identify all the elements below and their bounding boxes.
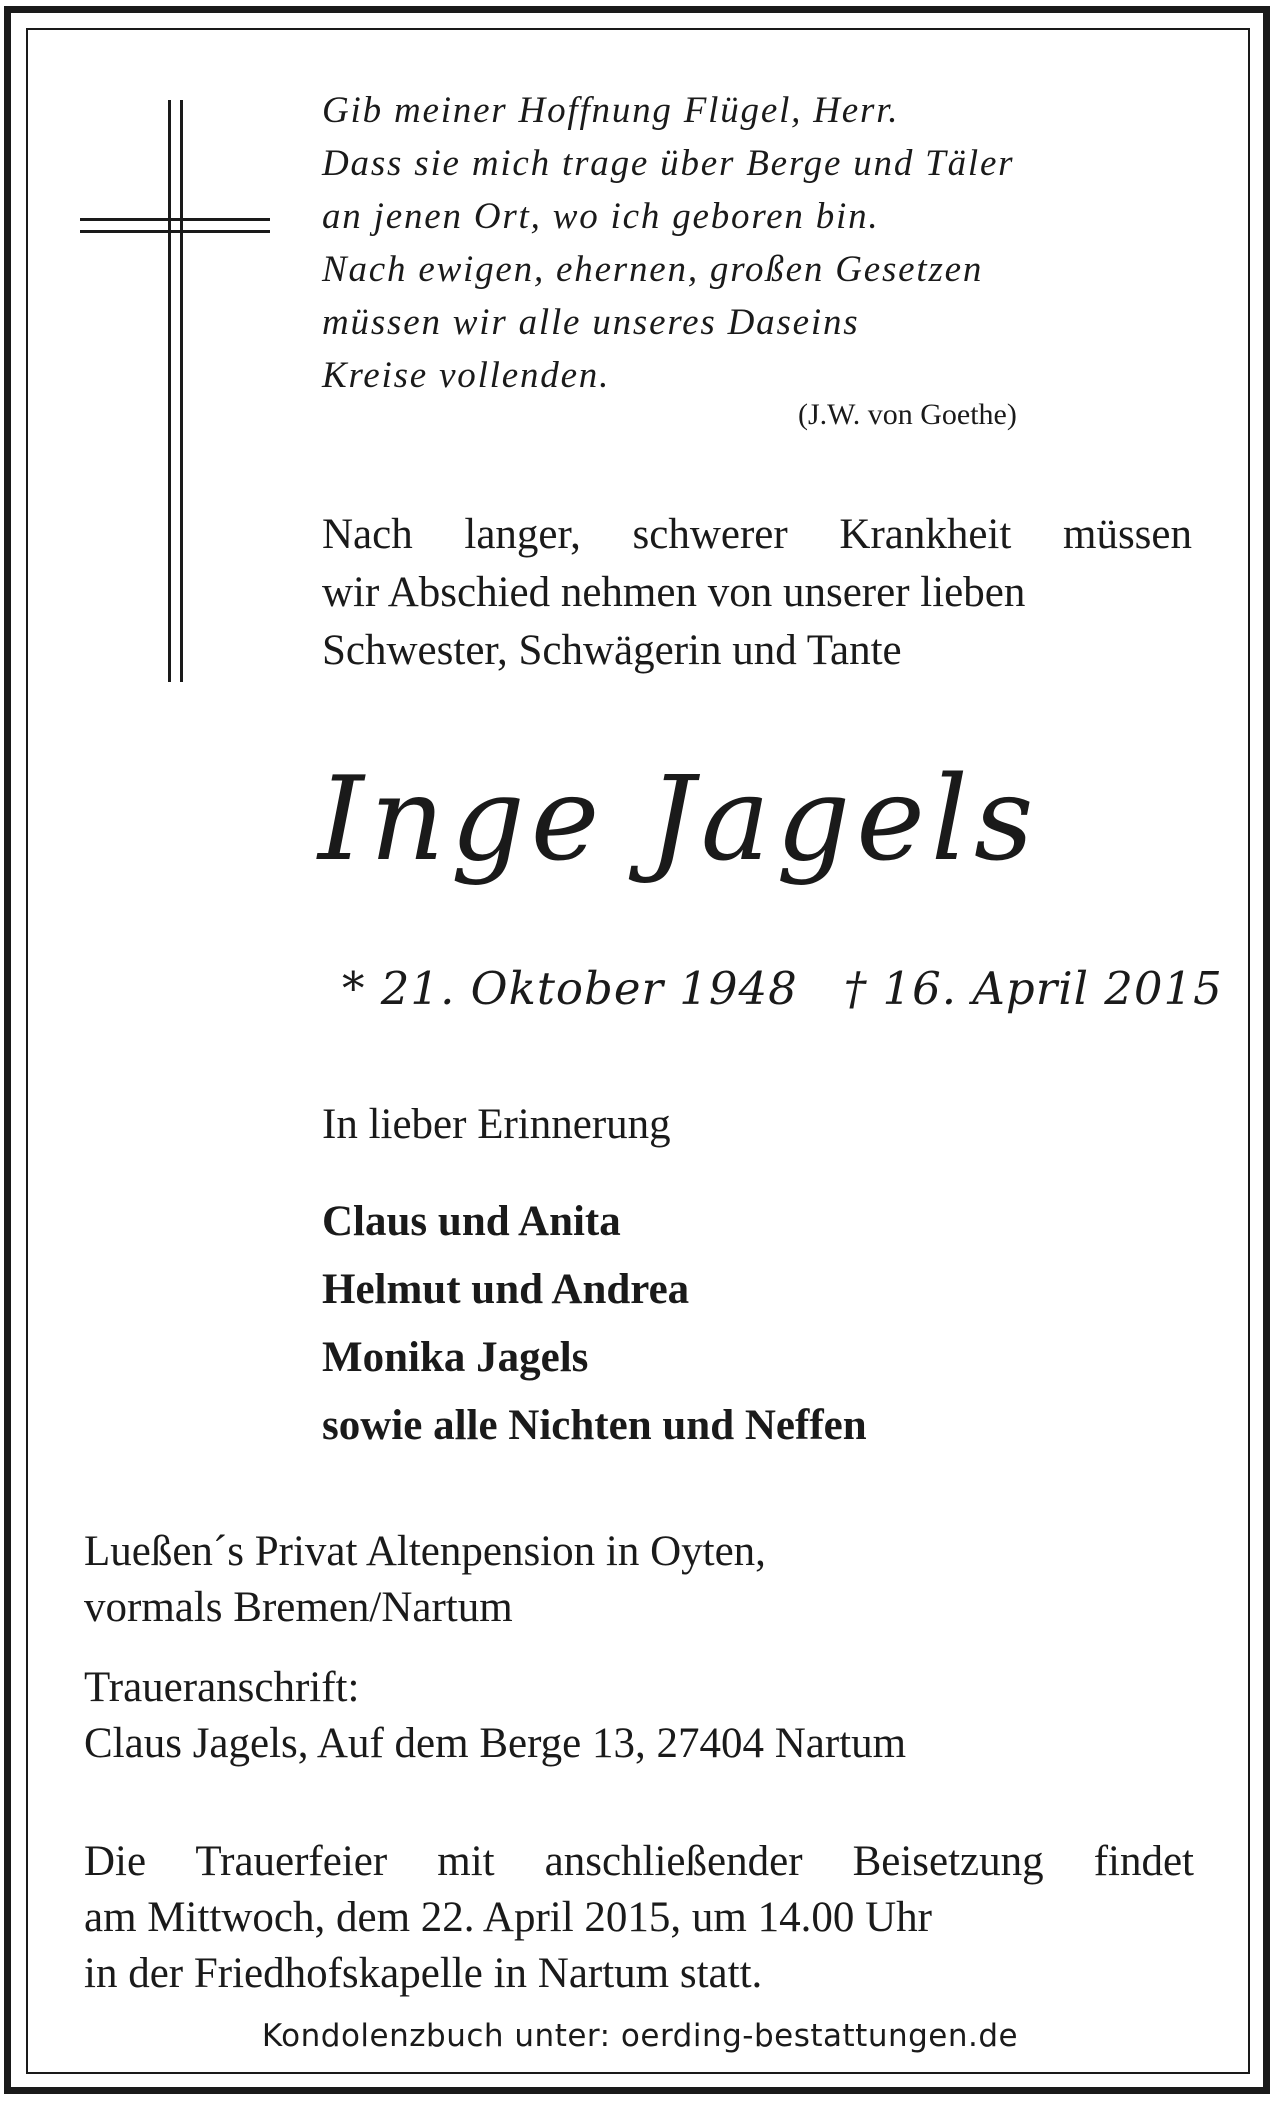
residence-line: Lueßen´s Privat Altenpension in Oyten, [84, 1528, 766, 1575]
deceased-name: Inge Jagels [318, 752, 1040, 887]
family-member: sowie alle Nichten und Neffen [322, 1402, 867, 1449]
family-member: Claus und Anita [322, 1198, 621, 1245]
poem-line: müssen wir alle unseres Daseins [322, 302, 860, 343]
poem [322, 84, 1122, 402]
death-date: † 16. April 2015 [843, 962, 1223, 1015]
intro-line: Nach langer, schwerer Krankheit müssen [322, 511, 1192, 558]
family-member: Monika Jagels [322, 1334, 589, 1381]
poem-author: (J.W. von Goethe) [798, 398, 1017, 431]
remembrance-text: In lieber Erinnerung [322, 1101, 671, 1148]
poem-line: Dass sie mich trage über Berge und Täler [322, 143, 1015, 184]
birth-date: * 21. Oktober 1948 [342, 962, 798, 1015]
intro-line: wir Abschied nehmen von unserer lieben [322, 569, 1026, 616]
family-list [322, 1188, 867, 1460]
poem-line: an jenen Ort, wo ich geboren bin. [322, 196, 880, 237]
poem-line: Kreise vollenden. [322, 355, 611, 396]
residence-line: vormals Bremen/Nartum [84, 1584, 513, 1631]
address-value: Claus Jagels, Auf dem Berge 13, 27404 Nartum [84, 1720, 907, 1767]
life-dates [342, 962, 1223, 1015]
family-member: Helmut und Andrea [322, 1266, 690, 1313]
cross-icon [80, 100, 270, 682]
funeral-service-info [84, 1834, 1194, 2002]
service-line: Die Trauerfeier mit anschließender Beisetzung findet [84, 1838, 1194, 1885]
mourning-address [84, 1660, 906, 1772]
service-line: in der Friedhofskapelle in Nartum statt. [84, 1950, 763, 1997]
address-label: Traueranschrift: [84, 1664, 360, 1711]
poem-line: Gib meiner Hoffnung Flügel, Herr. [322, 90, 900, 131]
poem-line: Nach ewigen, ehernen, großen Gesetzen [322, 249, 984, 290]
residence-info [84, 1524, 766, 1636]
condolence-book-link[interactable]: Kondolenzbuch unter: oerding-bestattungen.de [261, 2018, 1019, 2054]
service-line: am Mittwoch, dem 22. April 2015, um 14.00 Uhr [84, 1894, 932, 1941]
intro-line: Schwester, Schwägerin und Tante [322, 627, 902, 674]
intro-text [322, 506, 1192, 680]
